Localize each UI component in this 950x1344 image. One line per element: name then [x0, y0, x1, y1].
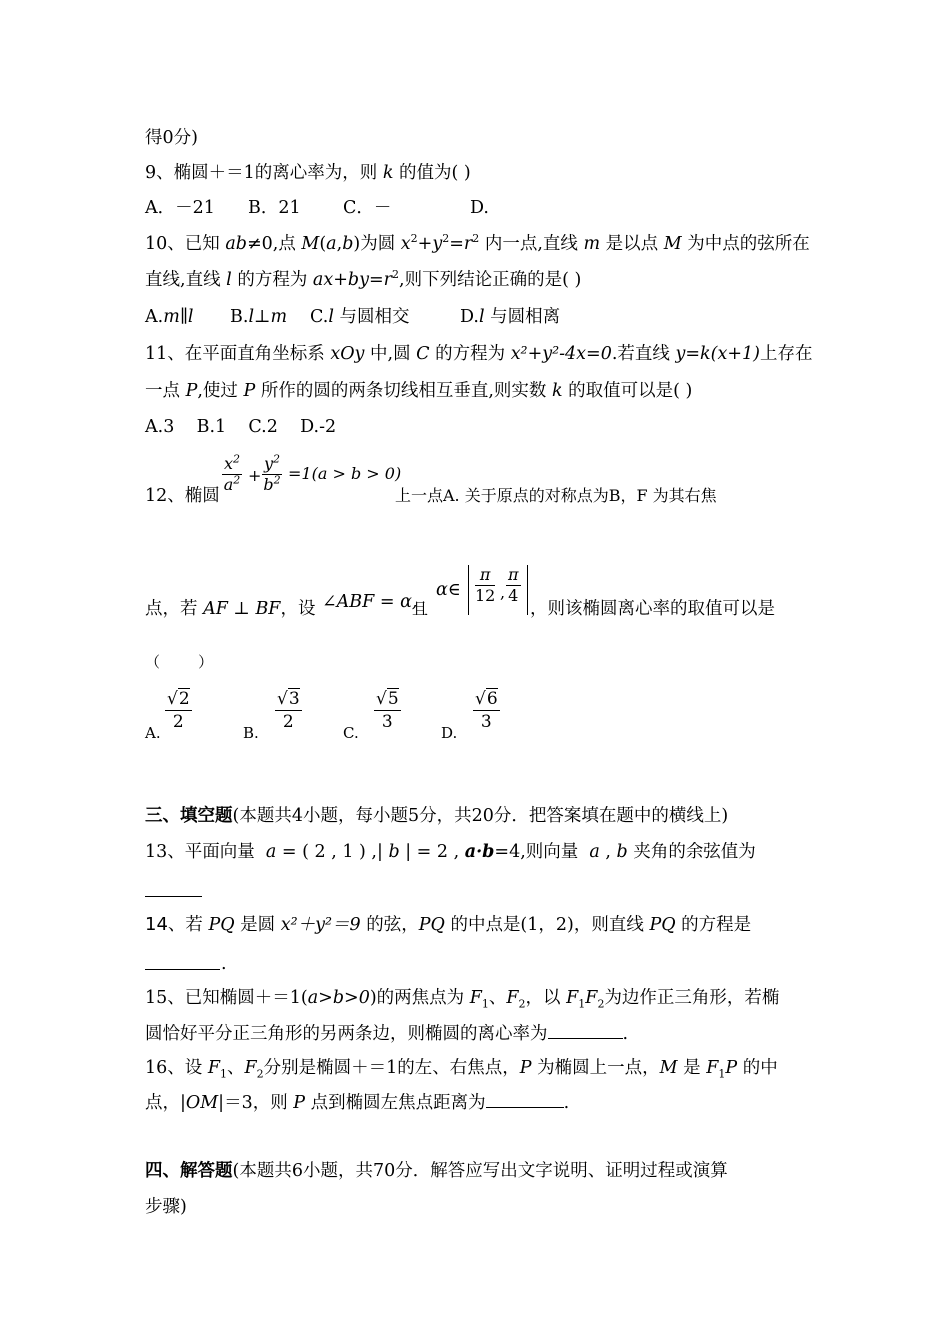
- q14-answer-blank[interactable]: [145, 969, 220, 970]
- fraction-pi-12: $\frac{\pi}{12}$: [475, 565, 496, 605]
- q9-text-end: 的值为( ): [393, 163, 471, 183]
- question-12-line-1-end: 上一点A. 关于原点的对称点为B，F 为其右焦: [395, 486, 717, 505]
- q12-option-a: A.: [145, 724, 161, 742]
- var-k: k: [382, 163, 394, 183]
- q10-option-b: B.l⊥m: [230, 307, 288, 327]
- q11-options: A.3 B.1 C.2 D.-2: [145, 417, 337, 437]
- question-16-line-2: 点，|OM|＝3，则 P 点到椭圆左焦点距离为 .: [145, 1093, 570, 1113]
- q12-option-b-value: $\frac{√3}{2}$: [277, 689, 300, 732]
- q9-option-a: A．－21: [145, 198, 215, 218]
- question-12-line-2-end: ，则该椭圆离心率的取值可以是: [530, 599, 775, 619]
- fraction-pi-4: $\frac{\pi}{4}$: [508, 565, 519, 605]
- question-15-line-2: 圆恰好平分正三角形的另两条边，则椭圆的离心率为 .: [145, 1024, 629, 1044]
- text: 得0分): [145, 128, 198, 148]
- plus-sign: +: [248, 466, 262, 485]
- question-12-line-2: 点，若 AF ⊥ BF，设: [145, 599, 316, 619]
- q10-option-a: A.m∥l: [145, 307, 194, 327]
- question-15-line-1: 15、已知椭圆＋＝1(a>b>0)的两焦点为 $F_1$、$F_2$，以 $F_1F_2$为边作正三角形，若椭: [145, 988, 780, 1011]
- question-9: [145, 161, 471, 185]
- q9-option-c: C．－: [343, 198, 392, 218]
- q12-option-d-value: $\frac{√6}{3}$: [475, 689, 498, 732]
- alpha-in: α∈: [436, 580, 461, 600]
- question-11-line-1: 11、在平面直角坐标系 xOy 中,圆 C 的方程为 x²+y²-4x=0.若直线 y=k(x+1)上存在: [145, 344, 813, 364]
- section-4-heading-line-2: 步骤): [145, 1197, 187, 1217]
- question-16-line-1: 16、设 $F_1$、$F_2$分别是椭圆＋＝1的左、右焦点，P 为椭圆上一点，M 是 $F_1P$ 的中: [145, 1058, 778, 1081]
- question-10-line-2: 直线,直线 l 的方程为 $ax+by=r^2$,则下列结论正确的是( ): [145, 268, 582, 290]
- text-line: [145, 126, 198, 150]
- q12-option-d: D.: [441, 724, 458, 742]
- q14-period: .: [221, 954, 227, 974]
- equation-tail: =1(a > b > 0): [288, 464, 402, 483]
- q12-option-c-value: $\frac{√5}{3}$: [376, 689, 399, 732]
- q13-answer-blank[interactable]: [145, 896, 202, 897]
- angle-expression: ∠ABF = α,: [322, 592, 418, 612]
- question-11-line-2: 一点 P,使过 P 所作的圆的两条切线相互垂直,则实数 k 的取值可以是( ): [145, 381, 693, 401]
- question-10-line-1: 10、已知 ab≠0,点 M(a,b)为圆 $x^2+y^2=r^2$ 内一点,直线 m 是以点 M 为中点的弦所在: [145, 232, 810, 254]
- q9-option-b: B．21: [248, 198, 301, 218]
- q12-option-b: B.: [243, 724, 259, 742]
- interval-comma: ,: [500, 583, 506, 602]
- question-14: 14、若 PQ 是圆 x²＋y²＝9 的弦，PQ 的中点是(1，2)，则直线 PQ 的方程是: [145, 914, 752, 935]
- question-12-line-1: 12、椭圆: [145, 486, 220, 506]
- q12-paren: （ ）: [145, 653, 214, 671]
- section-3-heading: 三、填空题(本题共4小题，每小题5分，共20分．把答案填在题中的横线上): [145, 806, 729, 826]
- q12-option-c: C.: [343, 724, 359, 742]
- fraction-x2-a2: $\frac{x^2}{a^2}$: [223, 452, 241, 494]
- q10-option-c: C.l 与圆相交: [310, 307, 410, 327]
- q10-option-d: D.l 与圆相离: [460, 307, 561, 327]
- fraction-y2-b2: $\frac{y^2}{b^2}$: [263, 452, 281, 494]
- q9-option-d: D.: [470, 198, 489, 218]
- q12-and: 且: [412, 599, 429, 618]
- interval-brackets: [468, 565, 528, 615]
- q15-answer-blank[interactable]: [548, 1022, 623, 1039]
- q9-text: 9、椭圆＋＝1的离心率为，则: [145, 163, 383, 183]
- q12-option-a-value: $\frac{√2}{2}$: [167, 689, 190, 732]
- question-13: 13、平面向量 a = ( 2 , 1 ) ,| b | = 2 , a·b=4,则向量 a , b 夹角的余弦值为: [145, 842, 756, 862]
- section-4-heading: 四、解答题(本题共6小题，共70分．解答应写出文字说明、证明过程或演算: [145, 1161, 728, 1181]
- q16-answer-blank[interactable]: [486, 1091, 564, 1108]
